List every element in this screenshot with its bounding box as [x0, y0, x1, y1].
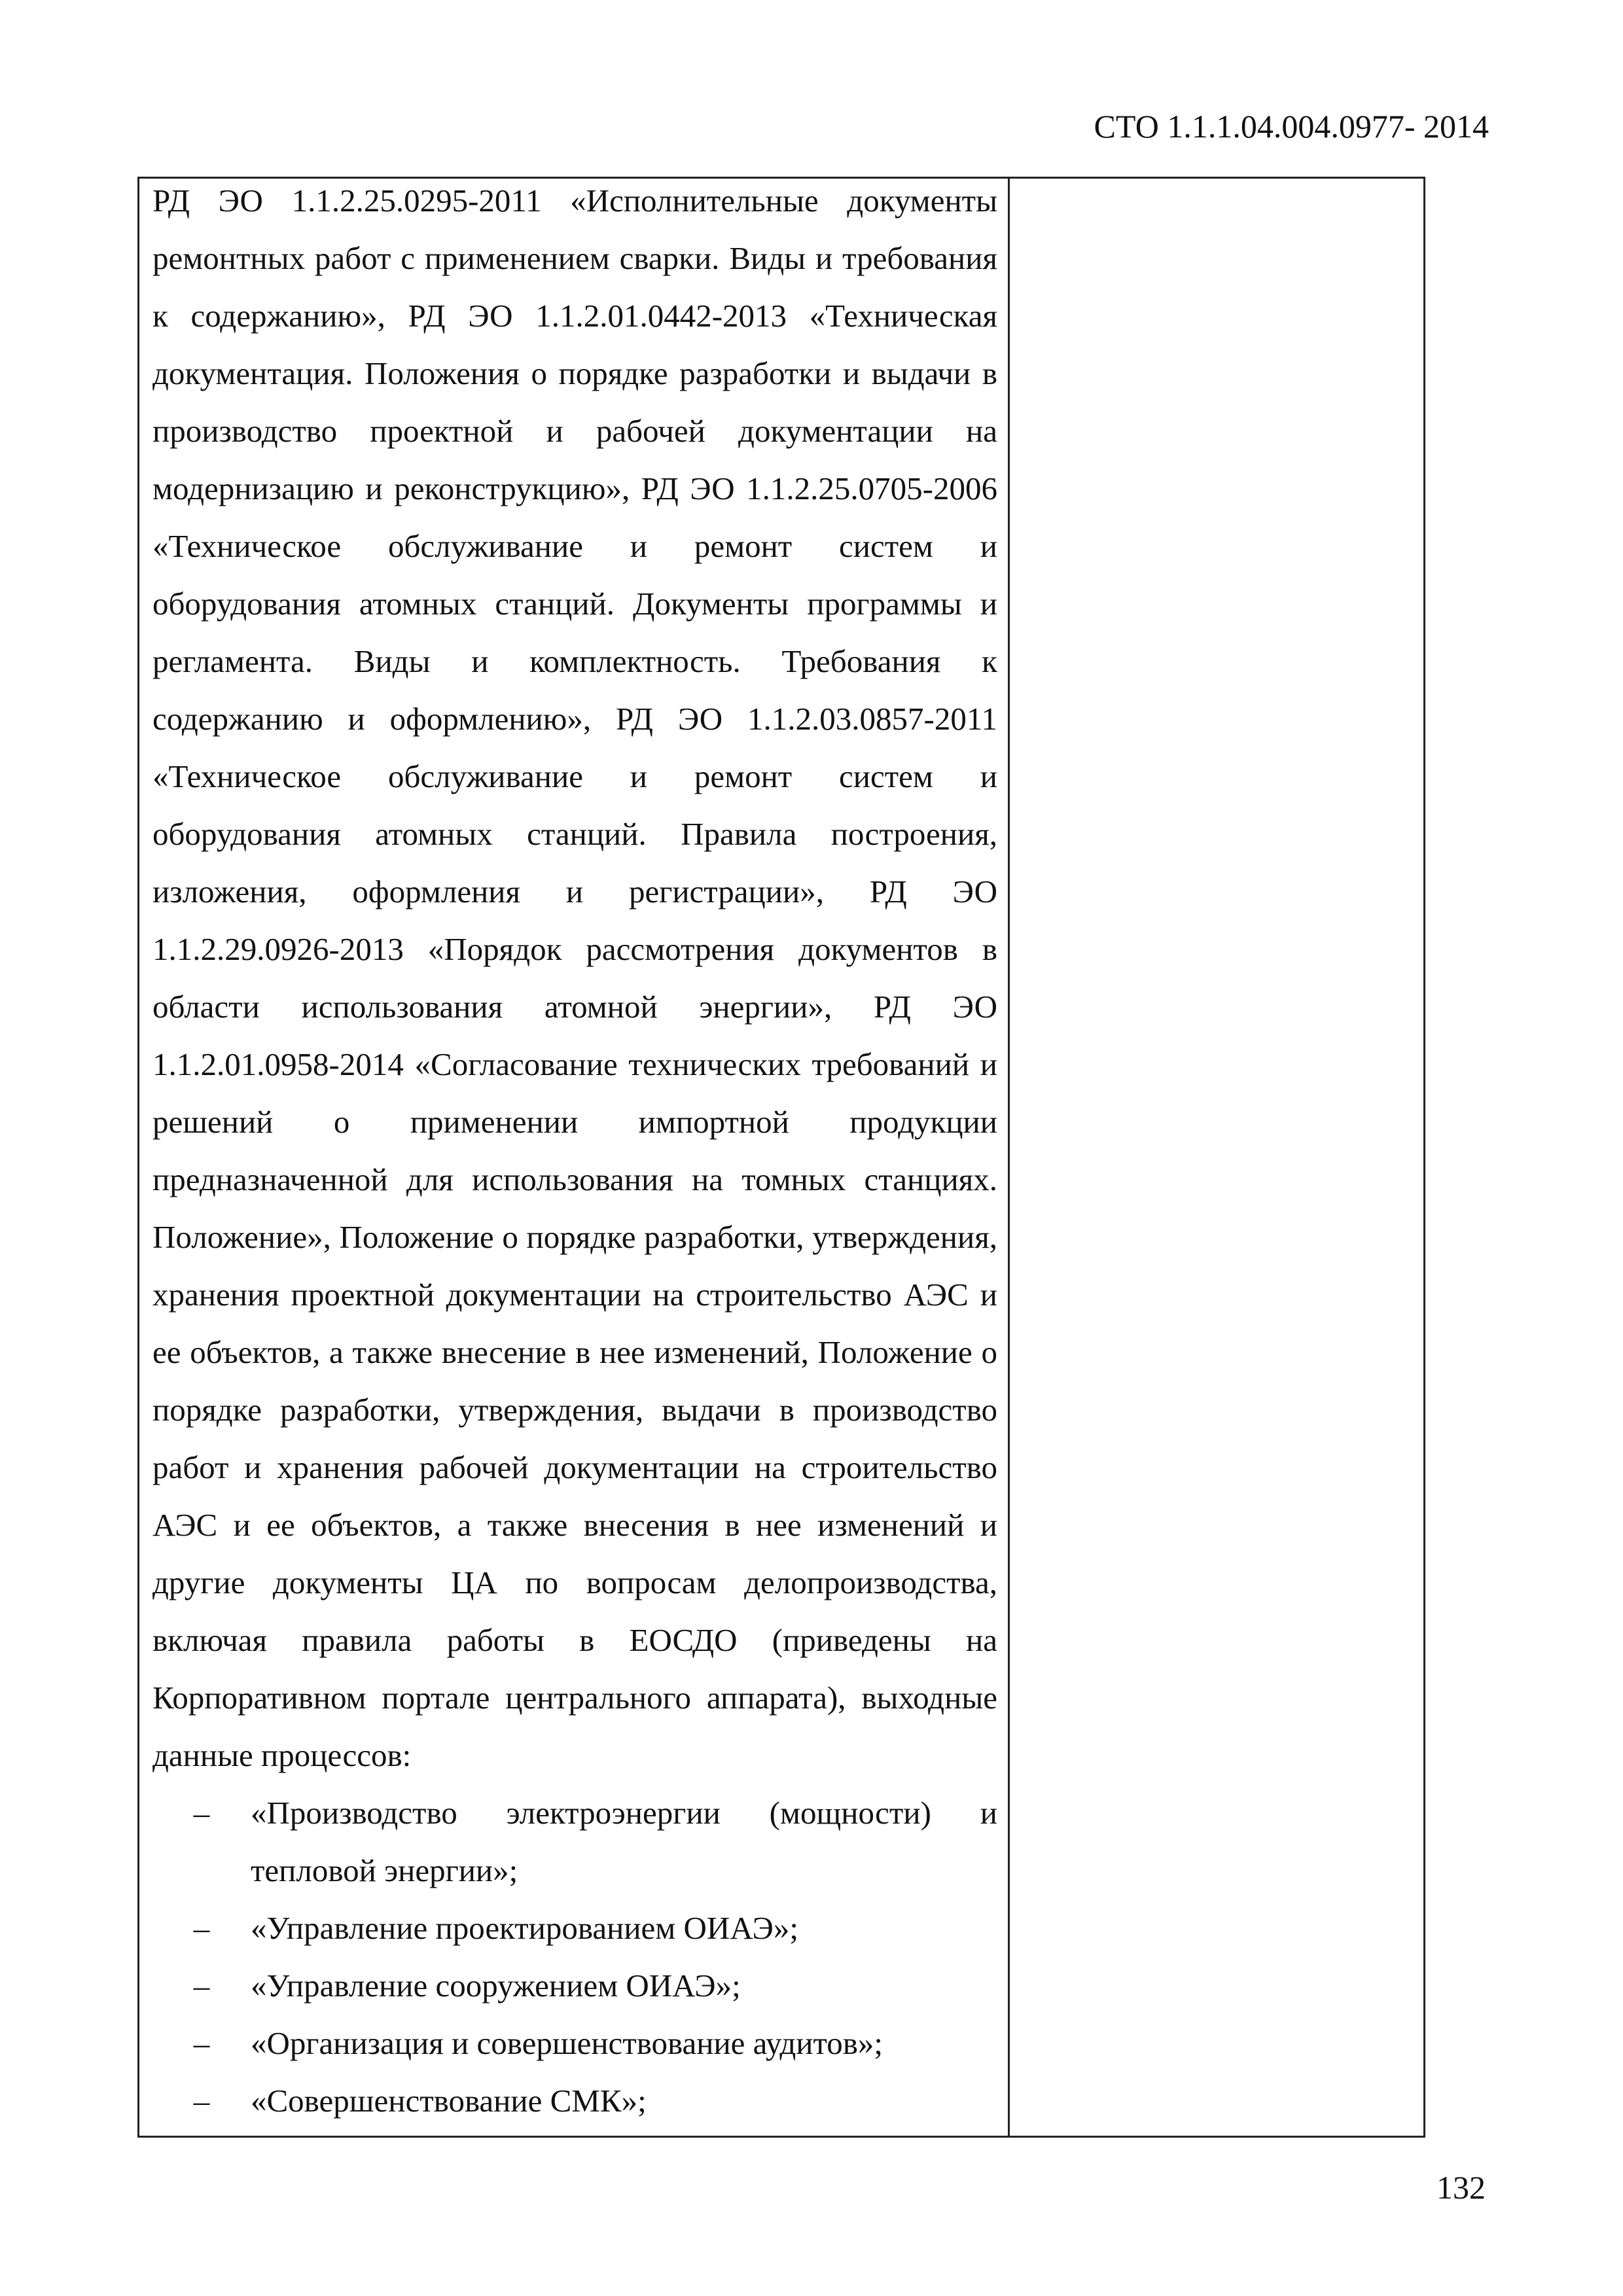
bullet-dash: – [193, 2025, 210, 2061]
content-table [137, 177, 1425, 2138]
table-cell-left [139, 179, 1010, 2136]
list-item-text: «Производство электроэнергии (мощности) и тепловой энергии»; [251, 1795, 997, 1888]
list-item-text: «Совершенствование СМК»; [251, 2083, 647, 2119]
document-code: СТО 1.1.1.04.004.0977- 2014 [1094, 108, 1489, 145]
bullet-dash: – [193, 1795, 210, 1831]
list-item [152, 1784, 997, 1899]
list-item-text: «Управление проектированием ОИАЭ»; [251, 1910, 798, 1946]
list-item [152, 1899, 997, 1957]
bullet-dash: – [193, 1910, 210, 1946]
output-process-list [152, 1784, 997, 2130]
list-item-text: «Управление сооружением ОИАЭ»; [251, 1968, 741, 2004]
page-number: 132 [1436, 2169, 1486, 2206]
list-item [152, 2015, 997, 2072]
bullet-dash: – [193, 1968, 210, 2004]
list-item-text: «Организация и совершенствование аудитов»; [251, 2025, 883, 2061]
list-item [152, 1957, 997, 2015]
table-cell-right [1010, 179, 1423, 2136]
reference-paragraph: РД ЭО 1.1.2.25.0295-2011 «Исполнительные документы ремонтных работ с применением сварки. Виды и требования к содержанию», РД ЭО 1.1.2.01.0442-2013 «Техническая документация. Положения о порядке разработки и выдачи в производство проектной и рабочей документации на модернизацию и реконструкцию», РД ЭО 1.1.2.25.0705-2006 «Техническое обслуживание и ремонт систем и оборудования атомных станций. Документы программы и регламента. Виды и комплектность. Требования к содержанию и оформлению», РД ЭО 1.1.2.03.0857-2011 «Техническое обслуживание и ремонт систем и оборудования атомных станций. Правила построения, изложения, оформления и регистрации», РД ЭО 1.1.2.29.0926-2013 «Порядок рассмотрения документов в области использования атомной энергии», РД ЭО 1.1.2.01.0958-2014 «Согласование технических требований и решений о применении импортной продукции предназначенной для использования на томных станциях. Положение», Положение о порядке разработки, утверждения, хранения проектной документации на строительство АЭС и ее объектов, а также внесение в нее изменений, Положение о порядке разработки, утверждения, выдачи в производство работ и хранения рабочей документации на строительство АЭС и ее объектов, а также внесения в нее изменений и другие документы ЦА по вопросам делопроизводства, включая правила работы в ЕОСДО (приведены на Корпоративном портале центрального аппарата), выходные данные процессов: [152, 183, 997, 1773]
list-item [152, 2072, 997, 2130]
bullet-dash: – [193, 2083, 210, 2119]
